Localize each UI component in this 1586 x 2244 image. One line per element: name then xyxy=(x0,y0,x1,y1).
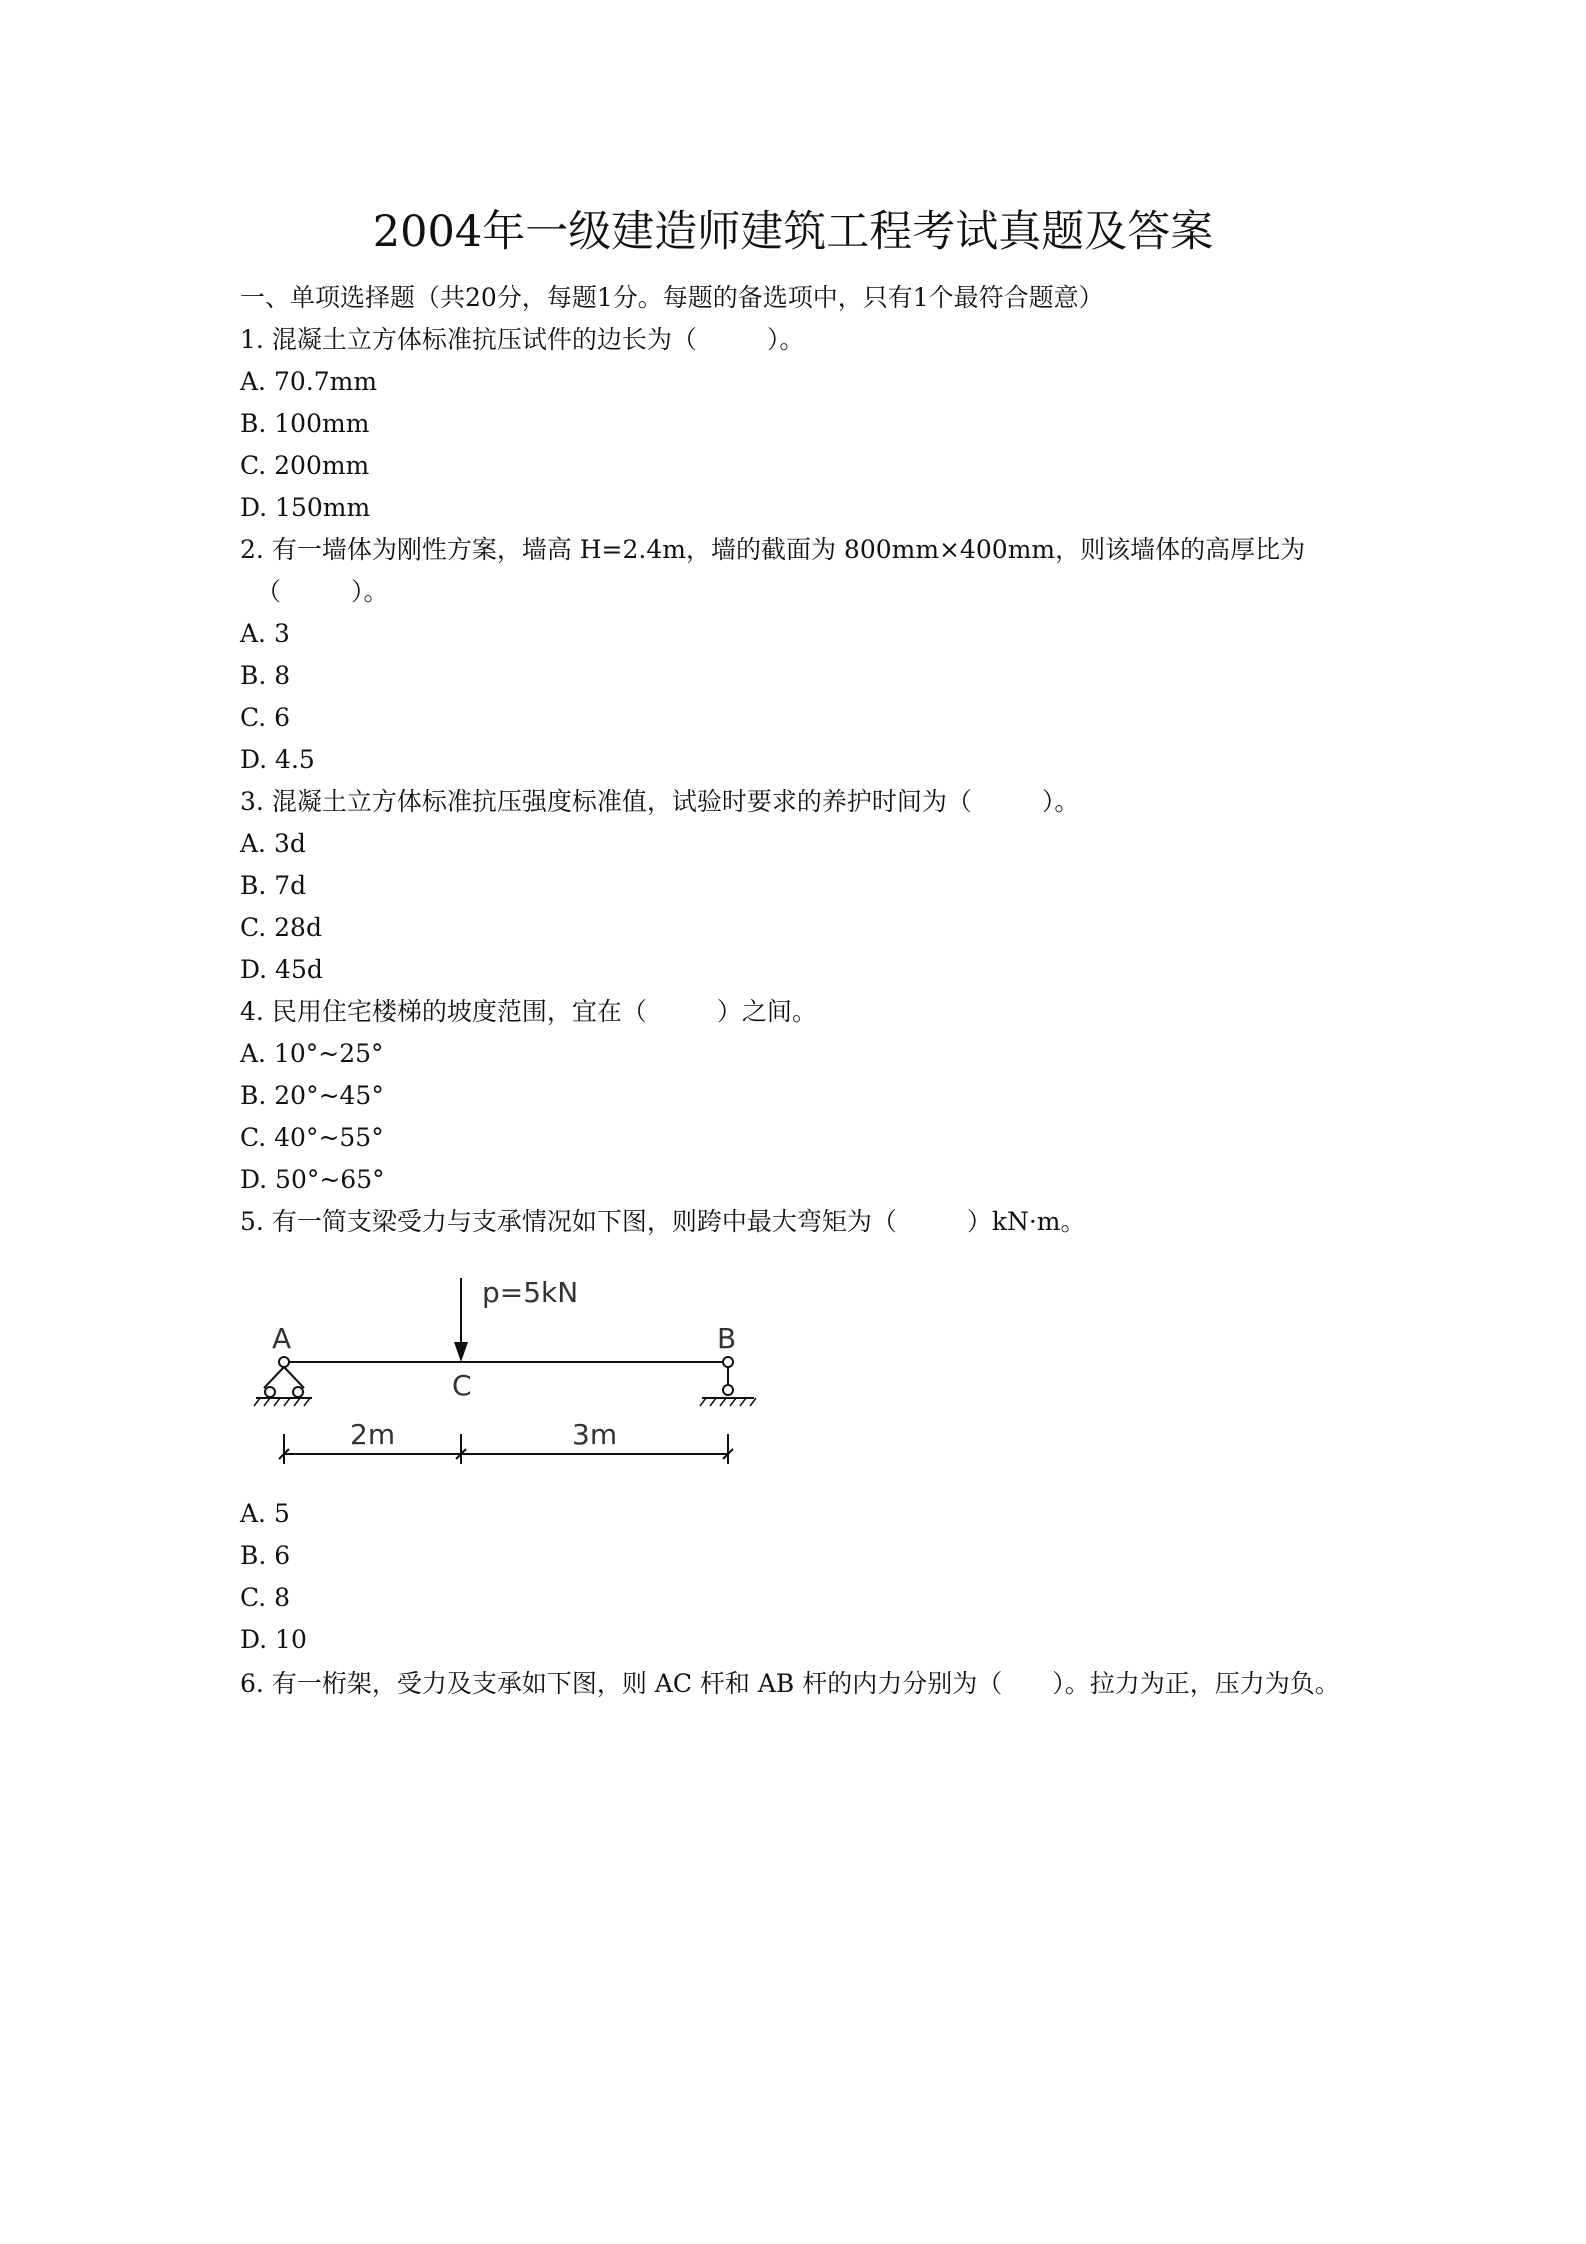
option-c: C. 200mm xyxy=(240,451,370,480)
support-b-roller xyxy=(723,1385,733,1395)
option-c: C. 8 xyxy=(240,1583,291,1612)
option-b: B. 20°~45° xyxy=(240,1081,384,1110)
support-a-leg xyxy=(284,1367,304,1388)
option-d: D. 150mm xyxy=(240,493,371,522)
support-a-roller xyxy=(293,1387,303,1397)
question-number: 1. xyxy=(240,325,264,354)
option-c: C. 28d xyxy=(240,913,322,942)
point-c-label: C xyxy=(452,1369,472,1402)
support-b-hinge xyxy=(723,1357,733,1367)
question-2-continuation xyxy=(256,574,389,610)
option-a: A. 10°~25° xyxy=(240,1039,384,1068)
option-d: D. 10 xyxy=(240,1625,307,1654)
load-arrow-head xyxy=(454,1342,468,1362)
option-a: A. 3d xyxy=(240,829,306,858)
page-title: 2004年一级建造师建筑工程考试真题及答案 xyxy=(372,207,1214,257)
question-stem: 有一墙体为刚性方案，墙高 H=2.4m，墙的截面为 800mm×400mm，则该墙体的高厚比为 xyxy=(271,535,1306,564)
option-d: D. 50°~65° xyxy=(240,1165,385,1194)
question-stem: 有一桁架，受力及支承如下图，则 AC 杆和 AB 杆的内力分别为（ ）。拉力为正，压力为负。 xyxy=(271,1669,1340,1698)
question-5 xyxy=(240,1204,1086,1240)
question-stem: 民用住宅楼梯的坡度范围，宜在（ xyxy=(271,997,647,1026)
simply-supported-beam-figure xyxy=(250,1258,770,1472)
question-stem-end: ）kN·m。 xyxy=(966,1207,1086,1236)
option-b: B. 6 xyxy=(240,1541,291,1570)
question-stem: 混凝土立方体标准抗压试件的边长为（ xyxy=(271,325,697,354)
question-6 xyxy=(240,1664,1352,1704)
option-b: B. 7d xyxy=(240,871,307,900)
span-left-label: 2m xyxy=(350,1418,396,1451)
question-3 xyxy=(240,784,1079,820)
question-number: 3. xyxy=(240,787,264,816)
beam-diagram xyxy=(250,1258,770,1468)
question-number: 2. xyxy=(240,535,264,564)
question-2 xyxy=(240,532,1305,568)
question-number: 5. xyxy=(240,1207,264,1236)
span-right-label: 3m xyxy=(572,1418,618,1451)
point-b-label: B xyxy=(717,1322,737,1355)
option-a: A. 5 xyxy=(240,1499,290,1528)
option-b: B. 100mm xyxy=(240,409,370,438)
point-a-label: A xyxy=(272,1322,292,1355)
support-a-hinge xyxy=(279,1357,289,1367)
question-number: 4. xyxy=(240,997,264,1026)
section-heading: 一、单项选择题（共20分，每题1分。每题的备选项中，只有1个最符合题意） xyxy=(240,283,1104,312)
load-label: p=5kN xyxy=(482,1276,579,1309)
support-a-leg xyxy=(264,1367,284,1388)
option-c: C. 40°~55° xyxy=(240,1123,384,1152)
option-a: A. 3 xyxy=(240,619,290,648)
question-stem-end: ）。 xyxy=(1041,787,1080,816)
option-c: C. 6 xyxy=(240,703,291,732)
question-stem-end: ）。 xyxy=(766,325,805,354)
question-stem: 有一简支梁受力与支承情况如下图，则跨中最大弯矩为（ xyxy=(271,1207,897,1236)
question-1 xyxy=(240,322,804,358)
option-d: D. 4.5 xyxy=(240,745,315,774)
question-stem-end: ）。 xyxy=(351,577,389,606)
question-stem-end: ）之间。 xyxy=(716,997,817,1026)
question-4 xyxy=(240,994,817,1030)
support-a-roller xyxy=(265,1387,275,1397)
question-stem: （ xyxy=(256,577,282,606)
question-stem: 混凝土立方体标准抗压强度标准值，试验时要求的养护时间为（ xyxy=(271,787,972,816)
option-d: D. 45d xyxy=(240,955,323,984)
option-b: B. 8 xyxy=(240,661,291,690)
question-number: 6. xyxy=(240,1669,264,1698)
ground-hatching xyxy=(254,1398,756,1406)
option-a: A. 70.7mm xyxy=(240,367,378,396)
